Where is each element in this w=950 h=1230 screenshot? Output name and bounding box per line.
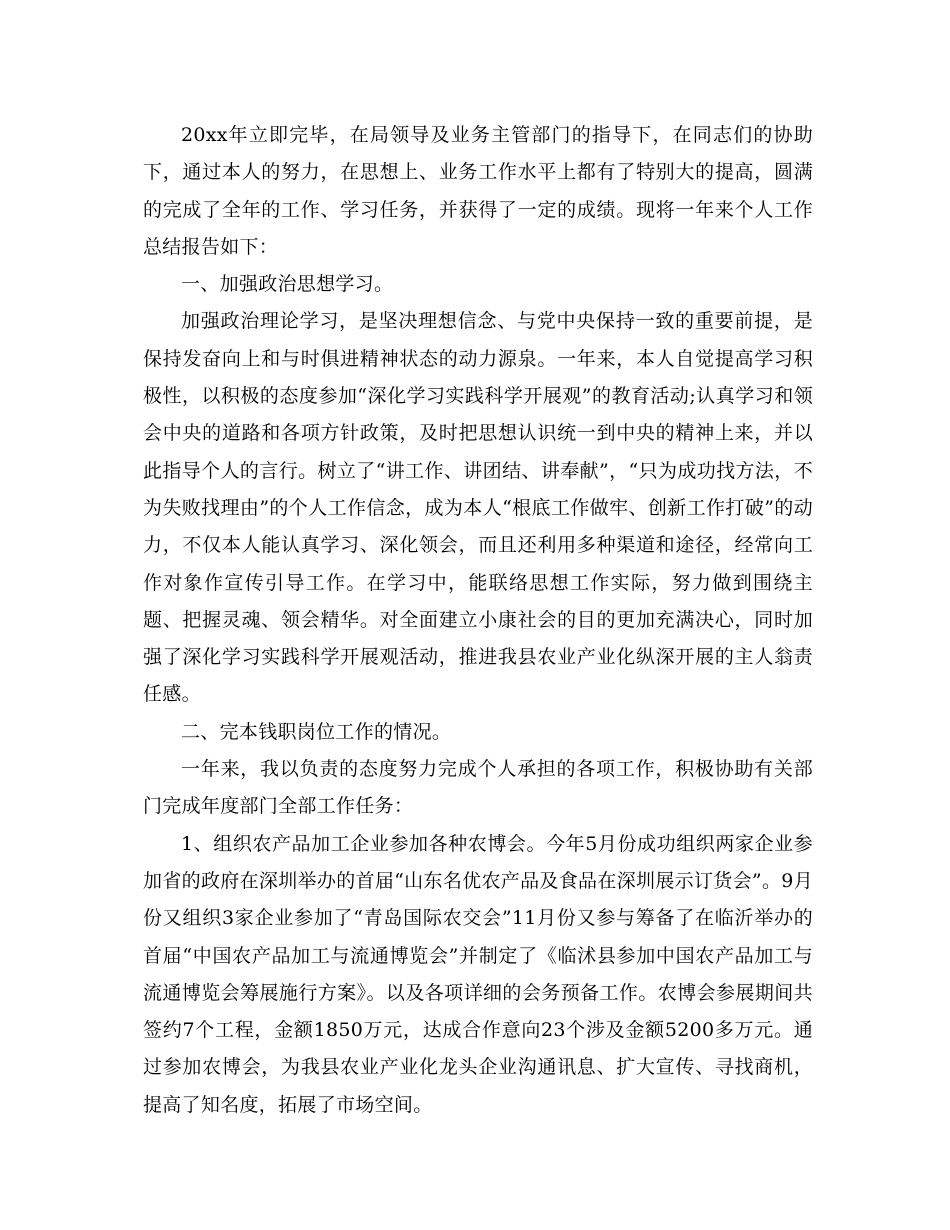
expo-paragraph: 1、组织农产品加工企业参加各种农博会。今年5月份成功组织两家企业参加省的政府在深圳举办的首届“山东名优农产品及食品在深圳展示订货会”。9月份又组织3家企业参加了“青岛国际农交会”11月份又参与筹备了在临沂举办的首届“中国农产品加工与流通博览会”并制定了《临沭县参加中国农产品加工与流通博览会筹展施行方案》。以及各项详细的会务预备工作。农博会参展期间共签约7个工程，金额1850万元，达成合作意向23个涉及金额5200多万元。通过参加农博会，为我县农业产业化龙头企业沟通讯息、扩大宣传、寻找商机，提高了知名度，拓展了市场空间。 xyxy=(143,832,813,1116)
section-heading-job-duties: 二、完本钱职岗位工作的情况。 xyxy=(181,720,452,743)
section-heading-political-study: 一、加强政治思想学习。 xyxy=(181,273,394,296)
intro-paragraph: 20xx年立即完毕，在局领导及业务主管部门的指导下，在同志们的协助下，通过本人的努力，在思想上、业务工作水平上都有了特别大的提高，圆满的完成了全年的工作、学习任务，并获得了一定的成绩。现将一年来个人工作总结报告如下： xyxy=(143,124,813,258)
political-study-paragraph: 加强政治理论学习，是坚决理想信念、与党中央保持一致的重要前提，是保持发奋向上和与时俱进精神状态的动力源泉。一年来，本人自觉提高学习积极性，以积极的态度参加“深化学习实践科学开展观”的教育活动;认真学习和领会中央的道路和各项方针政策，及时把思想认识统一到中央的精神上来，并以此指导个人的言行。树立了“讲工作、讲团结、讲奉献”，“只为成功找方法，不为失败找理由”的个人工作信念，成为本人“根底工作做牢、创新工作打破”的动力，不仅本人能认真学习、深化领会，而且还利用多种渠道和途径，经常向工作对象作宣传引导工作。在学习中，能联络思想工作实际，努力做到围绕主题、把握灵魂、领会精华。对全面建立小康社会的目的更加充满决心，同时加强了深化学习实践科学开展观活动，推进我县农业产业化纵深开展的主人翁责任感。 xyxy=(143,310,813,706)
document-body xyxy=(143,117,813,1124)
job-duties-paragraph: 一年来，我以负责的态度努力完成个人承担的各项工作，积极协助有关部门完成年度部门全部工作任务： xyxy=(143,758,813,818)
